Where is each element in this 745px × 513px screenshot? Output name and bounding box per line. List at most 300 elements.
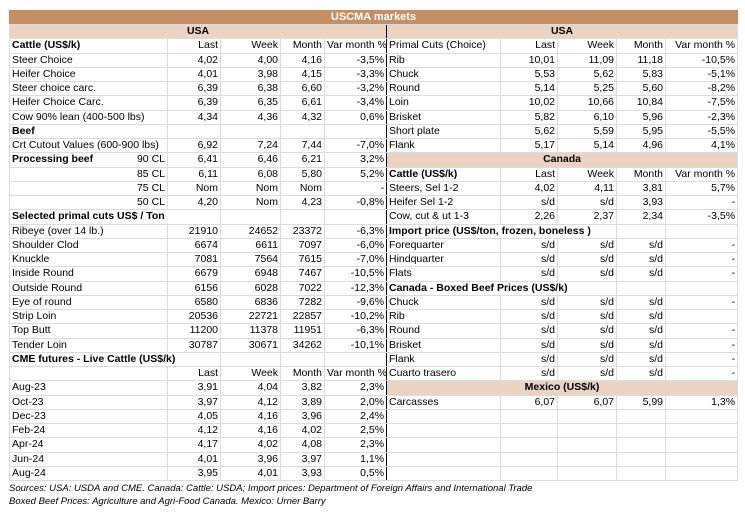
table-row [387,210,738,224]
cell-value: 3,2% [325,153,387,167]
column-header: Month [617,39,666,53]
cell-value: 2,26 [501,210,558,224]
cell-value: s/d [501,338,558,352]
cell-label: Hindquarter [387,253,501,267]
cell-label: Oct-23 [10,395,168,409]
cell-empty [666,281,738,295]
cell-value: s/d [558,295,617,309]
table-row [10,267,387,281]
table-row [10,196,387,210]
cell-label: Round [387,324,501,338]
cell-value: 6836 [221,295,281,309]
cell-value: Nom [168,181,221,195]
cell-label: Steer choice carc. [10,82,168,96]
cell-value: 2,37 [558,210,617,224]
cell-value: 4,01 [168,67,221,81]
cell-label: Shoulder Clod [10,238,168,252]
table-row [10,67,387,81]
table-row [387,338,738,352]
table-row [387,367,738,381]
cell-value: 6,10 [558,110,617,124]
cell-value: 4,12 [168,424,221,438]
table-row [387,124,738,138]
table-row [387,267,738,281]
table-row [387,253,738,267]
cell-value: s/d [617,253,666,267]
cell-value: 6,46 [221,153,281,167]
cell-empty [617,466,666,480]
table-row [387,25,738,39]
column-header: Month [281,39,325,53]
cell-label: Rib [387,53,501,67]
column-header: Var month % [666,39,738,53]
cell-value: 4,02 [221,438,281,452]
table-row [10,338,387,352]
cell-value: 5,60 [617,82,666,96]
canada-mexico-table-right [386,24,738,481]
cell-value: s/d [617,367,666,381]
cell-label-sub: 85 CL [136,167,165,180]
cell-value: -3,2% [325,82,387,96]
cell-value: 6028 [221,281,281,295]
cell-value: 6,07 [558,395,617,409]
section-band: Canada [387,153,738,167]
cell-label: Flats [387,267,501,281]
cell-label [10,181,168,195]
cell-value: 23372 [281,224,325,238]
cell-empty [666,224,738,238]
cell-value: -10,2% [325,310,387,324]
cell-label: Crt Cutout Values (600-900 lbs) [10,139,168,153]
column-header: Last [501,167,558,181]
cell-value: 4,05 [168,409,221,423]
cell-value: -9,6% [325,295,387,309]
cell-value: - [666,253,738,267]
cell-value: s/d [617,338,666,352]
table-row [10,310,387,324]
cell-value: -5,1% [666,67,738,81]
cell-value: 2,0% [325,395,387,409]
cell-value: 4,34 [168,110,221,124]
column-header: Last [168,367,221,381]
table-row [10,352,387,366]
table-row [10,39,387,53]
cell-empty [281,352,325,366]
cell-value: 3,91 [168,381,221,395]
cell-value: 6679 [168,267,221,281]
sources-note [9,482,739,508]
usa-markets-table-left [9,24,387,481]
cell-empty [501,438,558,452]
table-row [387,181,738,195]
cell-value: 7467 [281,267,325,281]
cell-empty [387,424,501,438]
column-header: Week [221,367,281,381]
cell-value: s/d [558,324,617,338]
section-label: Selected primal cuts US$ / Ton [10,210,221,224]
canada-mexico-table-body [387,25,738,481]
cell-value: 6611 [221,238,281,252]
cell-value: Nom [281,181,325,195]
table-row [387,110,738,124]
cell-value: s/d [617,310,666,324]
table-row [10,253,387,267]
table-row [387,196,738,210]
cell-value: 1,1% [325,452,387,466]
table-row [10,110,387,124]
section-label: Canada - Boxed Beef Prices (US$/k) [387,281,617,295]
usa-markets-table-body [10,25,387,481]
table-row [10,466,387,480]
cell-label: Top Butt [10,324,168,338]
table-row [10,295,387,309]
cell-value: 4,32 [281,110,325,124]
cell-empty [666,452,738,466]
cell-value: 3,95 [168,466,221,480]
cell-value: - [666,196,738,210]
cell-value: s/d [617,295,666,309]
cell-empty [325,210,387,224]
cell-value: 2,3% [325,381,387,395]
cell-label: Strip Loin [10,310,168,324]
column-header: Month [617,167,666,181]
cell-label-sub: 75 CL [136,181,165,194]
cell-value: 0,6% [325,110,387,124]
cell-label: Steer Choice [10,53,168,67]
cell-value: 4,16 [281,53,325,67]
cell-value: s/d [558,367,617,381]
cell-value: -5,5% [666,124,738,138]
cell-value: 4,08 [281,438,325,452]
cell-empty [325,352,387,366]
cell-value: 5,59 [558,124,617,138]
cell-value: 11200 [168,324,221,338]
cell-empty [666,466,738,480]
table-row [10,452,387,466]
column-header: Var month % [666,167,738,181]
cell-value: 6,39 [168,96,221,110]
column-header: Last [168,39,221,53]
table-row [387,167,738,181]
sources-line-2: Boxed Beef Prices: Agriculture and Agri-Food Canada. Mexico: Urner Barry [9,496,326,507]
cell-label: Cow, cut & ut 1-3 [387,210,501,224]
cell-value: 6,35 [221,96,281,110]
cell-value: 7,44 [281,139,325,153]
cell-value: - [666,267,738,281]
table-row [387,39,738,53]
cell-value: 5,82 [501,110,558,124]
cell-value: s/d [501,324,558,338]
cell-value: 4,02 [281,424,325,438]
column-header: Last [501,39,558,53]
table-row [387,67,738,81]
cell-label: Feb-24 [10,424,168,438]
cell-empty [387,452,501,466]
cell-value: 22857 [281,310,325,324]
cell-empty [281,124,325,138]
cell-value: s/d [501,310,558,324]
cell-value: 7615 [281,253,325,267]
cell-value: 10,66 [558,96,617,110]
cell-value: 6156 [168,281,221,295]
cell-label: Eye of round [10,295,168,309]
cell-label: Cow 90% lean (400-500 lbs) [10,110,168,124]
table-row [387,53,738,67]
cell-value: -7,0% [325,253,387,267]
cell-label: Tender Loin [10,338,168,352]
cell-label: Ribeye (over 14 lb.) [10,224,168,238]
cell-value: 10,01 [501,53,558,67]
cell-value: 30787 [168,338,221,352]
cell-value: - [666,367,738,381]
cell-label: Rib [387,310,501,324]
cell-value: -3,5% [666,210,738,224]
cell-label: Heifer Sel 1-2 [387,196,501,210]
table-row [387,438,738,452]
cell-label: Cuarto trasero [387,367,501,381]
cell-value: 4,36 [221,110,281,124]
cell-empty [666,424,738,438]
cell-value: 6948 [221,267,281,281]
cell-value: 4,00 [221,53,281,67]
cell-value: s/d [558,267,617,281]
section-label: Import price (US$/ton, frozen, boneless ) [387,224,617,238]
cell-value: -6,3% [325,224,387,238]
cell-label [10,196,168,210]
cell-empty [558,409,617,423]
section-band: Mexico (US$/k) [387,381,738,395]
table-row [10,96,387,110]
cell-value: 5,14 [558,139,617,153]
table-row [387,224,738,238]
cell-empty [558,438,617,452]
cell-empty [501,424,558,438]
column-header-label: Cattle (US$/k) [387,167,501,181]
cell-value: s/d [558,238,617,252]
table-row [387,395,738,409]
cell-empty [281,210,325,224]
table-row [10,224,387,238]
cell-value: 30671 [221,338,281,352]
cell-value: 4,20 [168,196,221,210]
cell-label: Jun-24 [10,452,168,466]
cell-empty [221,352,281,366]
cell-value: 4,02 [501,181,558,195]
column-header: Var month % [325,367,387,381]
cell-value: 3,96 [281,409,325,423]
cell-value [666,310,738,324]
table-row [10,367,387,381]
cell-empty [501,466,558,480]
cell-label: Inside Round [10,267,168,281]
table-row [10,25,387,39]
cell-value: 6580 [168,295,221,309]
cell-label: Heifer Choice [10,67,168,81]
table-row [387,295,738,309]
cell-empty [617,409,666,423]
column-header: Week [558,39,617,53]
cell-value: 4,17 [168,438,221,452]
cell-value: 2,4% [325,409,387,423]
cell-value: 3,81 [617,181,666,195]
cell-value: 4,16 [221,409,281,423]
section-label: Beef [10,124,168,138]
cell-empty [617,438,666,452]
cell-value: - [666,324,738,338]
cell-value: 6,61 [281,96,325,110]
table-row [387,466,738,480]
column-header-label [10,367,168,381]
cell-value: -0,8% [325,196,387,210]
cell-label: Loin [387,96,501,110]
table-row [387,82,738,96]
table-row [10,395,387,409]
cell-value: 5,14 [501,82,558,96]
cell-value: s/d [501,295,558,309]
cell-label [10,167,168,181]
cell-value: s/d [617,352,666,366]
cell-empty [221,124,281,138]
table-row [387,96,738,110]
cell-value: 4,1% [666,139,738,153]
cell-value: 1,3% [666,395,738,409]
cell-value: 34262 [281,338,325,352]
cell-empty [387,466,501,480]
cell-empty [501,452,558,466]
cell-value: 4,02 [168,53,221,67]
cell-empty [666,438,738,452]
cell-value: -2,3% [666,110,738,124]
table-row [10,167,387,181]
cell-value: s/d [558,338,617,352]
cell-empty [168,124,221,138]
cell-value: 4,11 [558,181,617,195]
cell-value: 6,41 [168,153,221,167]
cell-value: 5,96 [617,110,666,124]
table-row [10,139,387,153]
cell-empty [387,438,501,452]
cell-value: 6,92 [168,139,221,153]
cell-value: Nom [221,181,281,195]
table-row [387,139,738,153]
cell-label: Flank [387,139,501,153]
cell-value: s/d [501,253,558,267]
column-header: Month [281,367,325,381]
sources-line-1: Sources: USA: USDA and CME. Canada: Cattle: USDA; Import prices: Department of Foreign Affairs and International Trade [9,483,533,494]
cell-value: 6,38 [221,82,281,96]
table-row [10,409,387,423]
cell-value: s/d [617,238,666,252]
cell-value: 5,62 [558,67,617,81]
cell-value: 3,89 [281,395,325,409]
cell-empty [558,424,617,438]
table-row [10,153,387,167]
cell-empty [617,281,666,295]
cell-value: 11378 [221,324,281,338]
cell-value: 5,80 [281,167,325,181]
cell-label: Steers, Sel 1-2 [387,181,501,195]
table-row [10,438,387,452]
cell-value: - [666,295,738,309]
cell-value: 6674 [168,238,221,252]
table-row [10,82,387,96]
cell-value: -7,5% [666,96,738,110]
section-label: CME futures - Live Cattle (US$/k) [10,352,221,366]
cell-empty [666,409,738,423]
cell-label-sub: 90 CL [136,153,165,166]
cell-value: - [666,352,738,366]
table-row [387,381,738,395]
cell-value: 6,11 [168,167,221,181]
cell-value: 3,97 [168,395,221,409]
cell-value: 3,96 [221,452,281,466]
column-header: Var month % [325,39,387,53]
cell-value: 7081 [168,253,221,267]
cell-value: 5,83 [617,67,666,81]
cell-label-left: Processing beef [12,153,94,166]
cell-label: Forequarter [387,238,501,252]
cell-label: Chuck [387,67,501,81]
cell-value: 5,62 [501,124,558,138]
cell-empty [558,452,617,466]
cell-value: s/d [617,267,666,281]
cell-value: s/d [501,238,558,252]
cell-label: Aug-23 [10,381,168,395]
cell-value: 4,01 [168,452,221,466]
cell-value: 7022 [281,281,325,295]
cell-value: 6,07 [501,395,558,409]
cell-value: 21910 [168,224,221,238]
cell-value: - [666,238,738,252]
cell-value: 2,3% [325,438,387,452]
cell-value: -3,4% [325,96,387,110]
cell-value: 2,34 [617,210,666,224]
cell-value: 5,7% [666,181,738,195]
cell-value: -8,2% [666,82,738,96]
cell-value: -3,5% [325,53,387,67]
table-row [10,181,387,195]
cell-value: 4,12 [221,395,281,409]
cell-empty [221,210,281,224]
table-row [387,281,738,295]
cell-value: 11,09 [558,53,617,67]
cell-value: s/d [558,352,617,366]
cell-value: s/d [558,253,617,267]
cell-value: 7282 [281,295,325,309]
table-row [10,238,387,252]
cell-value: 3,93 [617,196,666,210]
column-header-label: Cattle (US$/k) [10,39,168,53]
cell-value: -10,5% [666,53,738,67]
cell-value: 4,04 [221,381,281,395]
cell-value: 5,25 [558,82,617,96]
cell-label: Knuckle [10,253,168,267]
cell-value: 22721 [221,310,281,324]
cell-value: 2,5% [325,424,387,438]
cell-value: 4,96 [617,139,666,153]
section-band: USA [10,25,387,39]
cell-value: -12,3% [325,281,387,295]
cell-value: -10,5% [325,267,387,281]
cell-label: Short plate [387,124,501,138]
cell-label: Brisket [387,338,501,352]
table-row [387,310,738,324]
cell-value: Nom [221,196,281,210]
table-row [387,153,738,167]
cell-empty [617,424,666,438]
cell-value: 5,2% [325,167,387,181]
cell-value: 4,23 [281,196,325,210]
